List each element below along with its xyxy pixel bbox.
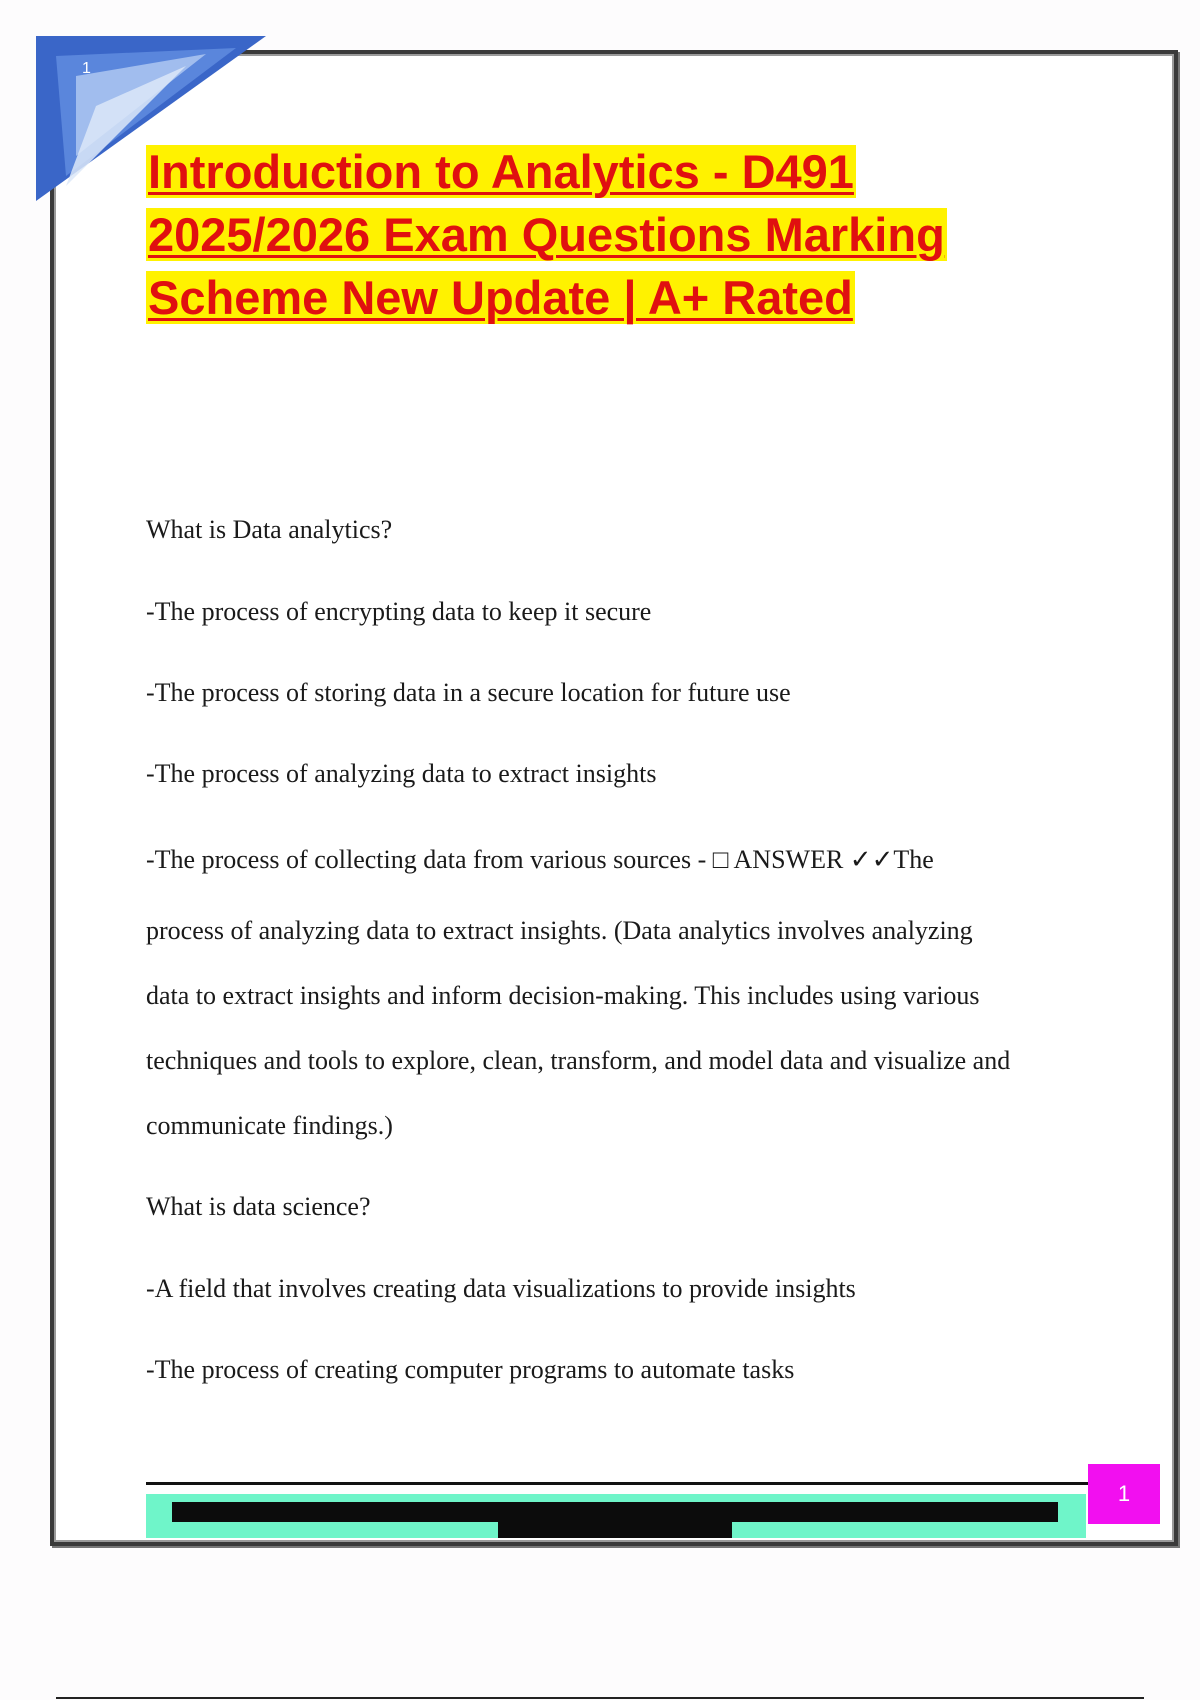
answer-line: -The process of collecting data from various sources - □ ANSWER ✓✓The bbox=[146, 845, 934, 874]
bottom-divider bbox=[56, 1697, 1144, 1699]
answer-option: -The process of storing data in a secure location for future use bbox=[146, 678, 791, 707]
footer-redaction-notch bbox=[498, 1520, 732, 1538]
footer-redaction-strip bbox=[172, 1502, 1058, 1522]
answer-line: process of analyzing data to extract insights. (Data analytics involves analyzing bbox=[146, 916, 973, 945]
document-title bbox=[146, 140, 1046, 329]
answer-option: -The process of encrypting data to keep it secure bbox=[146, 597, 652, 626]
footer-band bbox=[146, 1494, 1086, 1538]
answer-option: -A field that involves creating data visualizations to provide insights bbox=[146, 1274, 856, 1303]
corner-page-number: 1 bbox=[82, 60, 91, 77]
footer-divider bbox=[146, 1482, 1090, 1485]
answer-option: -The process of analyzing data to extract insights bbox=[146, 759, 657, 788]
title-line-3: Scheme New Update | A+ Rated bbox=[148, 271, 853, 324]
title-line-1: Introduction to Analytics - D491 bbox=[148, 145, 854, 198]
question-text: What is Data analytics? bbox=[146, 515, 393, 544]
answer-option: -The process of creating computer programs to automate tasks bbox=[146, 1355, 795, 1384]
title-line-2: 2025/2026 Exam Questions Marking bbox=[148, 208, 945, 261]
answer-line: techniques and tools to explore, clean, transform, and model data and visualize and bbox=[146, 1046, 1011, 1075]
answer-line: data to extract insights and inform decision-making. This includes using various bbox=[146, 981, 980, 1010]
answer-line: communicate findings.) bbox=[146, 1111, 393, 1140]
question-text: What is data science? bbox=[146, 1192, 371, 1221]
page-number-badge: 1 bbox=[1088, 1464, 1160, 1524]
